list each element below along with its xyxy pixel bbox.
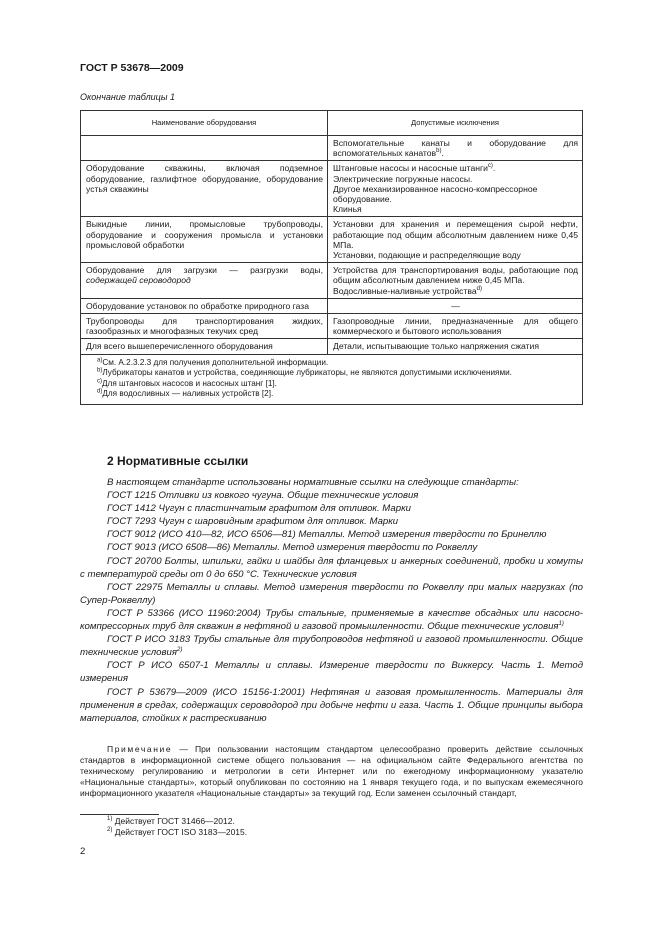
table-cell [81, 136, 328, 161]
table-row [81, 217, 583, 263]
table-cell: Устройства для транспортирования воды, работающие под общим абсолютным давлением ниже 0,45 МПа. Водосливные-наливные устройства$^{d)}$ [328, 263, 583, 299]
table-cell: Штанговые насосы и насосные штанги$^{c)}$. Электрические погружные насосы. Другое механизированное насосно-компрессорное оборудование. Клинья [328, 161, 583, 217]
table-notes [81, 354, 583, 404]
section-title: 2 Нормативные ссылки [107, 454, 249, 468]
table-header-equipment: Наименование оборудования [81, 111, 328, 136]
table-row [81, 298, 583, 313]
reference-item: ГОСТ 1215 Отливки из ковкого чугуна. Общие технические условия [107, 490, 419, 502]
table-cell: Выкидные линии, промысловые трубопроводы, оборудование и сооружения промысла и установки промысловой обработки [81, 217, 328, 263]
note-text: — При пользовании настоящим стандартом целесообразно проверить действие ссылочных стандартов в информационной системе общего пользования — на официальном сайте Федерального агентства по техническому регулированию и метрологии в сети Интернет или по ежегодному информационному указателю «Национальные стандарты», который опубликован по состоянию на 1 января текущего года, и по выпускам ежемесячного информационного указателя «Национальные стандарты» за текущий год. Если заменен ссылочный стандарт, [80, 744, 583, 799]
footnotes [107, 816, 247, 839]
note-label: Примечание [107, 744, 173, 754]
table-caption: Окончание таблицы 1 [80, 92, 175, 102]
table-cell: — [328, 298, 583, 313]
equipment-table [80, 110, 583, 405]
table-note: $^{d)}$Для водосливных — наливных устройств [2]. [97, 388, 274, 399]
table-note: $^{c)}$Для штанговых насосов и насосных штанг [1]. [97, 377, 277, 388]
footnote: $^{1)}$ Действует ГОСТ 31466—2012. [107, 816, 235, 826]
table-cell: Оборудование скважины, включая подземное оборудование, газлифтное оборудование, оборудование устья скважины [81, 161, 328, 217]
table-cell: Трубопроводы для транспортирования жидких, газообразных и многофазных текучих сред [81, 314, 328, 339]
reference-item: ГОСТ 1412 Чугун с пластинчатым графитом для отливок. Марки [107, 503, 411, 515]
table-header-exclusions: Допустимые исключения [328, 111, 583, 136]
page-number: 2 [80, 846, 86, 857]
reference-item: ГОСТ 9012 (ИСО 410—82, ИСО 6506—81) Металлы. Метод измерения твердости по Бринеллю [107, 529, 547, 541]
reference-item: ГОСТ 22975 Металлы и сплавы. Метод измерения твердости по Роквеллу при малых нагрузках (по Супер-Роквеллу) [80, 581, 583, 606]
reference-item: ГОСТ 9013 (ИСО 6508—86) Металлы. Метод измерения твердости по Роквеллу [107, 542, 478, 554]
footnote-divider [80, 814, 159, 815]
table-row [81, 339, 583, 354]
references-list [80, 476, 583, 725]
references-intro: В настоящем стандарте использованы нормативные ссылки на следующие стандарты: [107, 477, 519, 488]
reference-item: ГОСТ 7293 Чугун с шаровидным графитом для отливок. Марки [107, 516, 399, 528]
table-row [81, 263, 583, 299]
table-cell: Детали, испытывающие только напряжения сжатия [328, 339, 583, 354]
table-header-row [81, 111, 583, 136]
table-cell: Установки для хранения и перемещения сырой нефти, работающие под общим абсолютным давлением ниже 0,45 МПа. Установки, подающие и распределяющие воду [328, 217, 583, 263]
table-cell: Для всего вышеперечисленного оборудования [81, 339, 328, 354]
reference-item: ГОСТ 20700 Болты, шпильки, гайки и шайбы для фланцевых и анкерных соединений, пробки и хомуты с температурой среды от 0 до 650 °С. Технические условия [80, 555, 583, 580]
table-cell: Вспомогательные канаты и оборудование для вспомогательных канатов$^{b)}$. [328, 136, 583, 161]
table-row [81, 161, 583, 217]
table-note: $^{b)}$Лубрикаторы канатов и устройства, соединяющие лубрикаторы, не являются допустимыми исключениями. [97, 367, 512, 378]
table-cell: Газопроводные линии, предназначенные для общего коммерческого и бытового использования [328, 314, 583, 339]
table-row [81, 136, 583, 161]
note-block [80, 744, 583, 799]
footnote: $^{2)}$ Действует ГОСТ ISO 3183—2015. [107, 827, 248, 838]
reference-item: ГОСТ Р 53366 (ИСО 11960:2004) Трубы стальные, применяемые в качестве обсадных или насосно-компрессорных труб для скважин в нефтяной и газовой промышленности. Общие технические условия$^{1)}$ [80, 607, 583, 633]
table-note: $^{a)}$См. А.2.3.2.3 для получения дополнительной информации. [97, 356, 329, 367]
table-notes-row [81, 354, 583, 404]
reference-item: ГОСТ Р ИСО 3183 Трубы стальные для трубопроводов нефтяной и газовой промышленности. Общие технические условия$^{2)}$ [80, 634, 583, 659]
reference-item: ГОСТ Р ИСО 6507-1 Металлы и сплавы. Измерение твердости по Виккерсу. Часть 1. Метод измерения [80, 660, 583, 685]
reference-item: ГОСТ Р 53679—2009 (ИСО 15156-1:2001) Нефтяная и газовая промышленность. Материалы для применения в средах, содержащих сероводород при добыче нефти и газа. Часть 1. Общие принципы выбора материалов, стойких к растрескиванию [80, 686, 583, 724]
standard-code: ГОСТ Р 53678—2009 [80, 62, 184, 74]
table-cell: Оборудование для загрузки — разгрузки воды, содержащей сероводород [81, 263, 328, 299]
table-cell: Оборудование установок по обработке природного газа [81, 298, 328, 313]
table-row [81, 314, 583, 339]
